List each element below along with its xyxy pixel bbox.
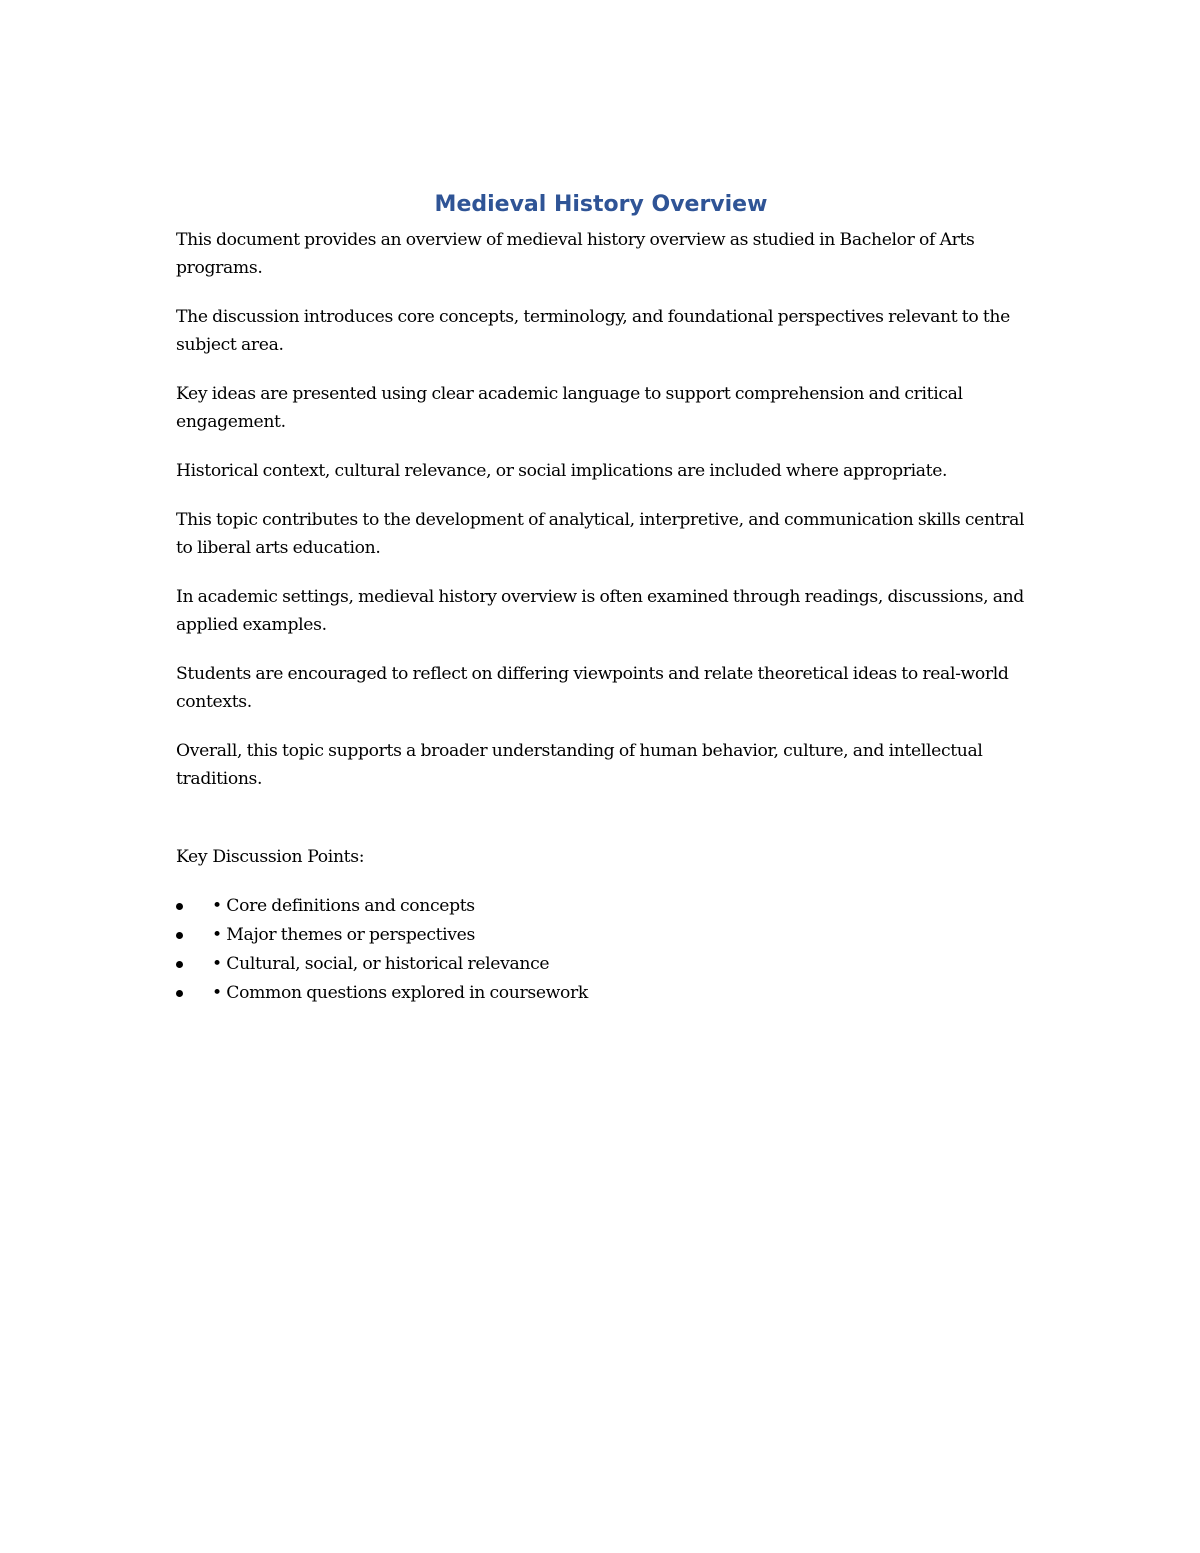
document-body bbox=[176, 190, 1026, 1008]
paragraph-concepts: The discussion introduces core concepts, terminology, and foundational perspectives relevant to the subject area. bbox=[176, 307, 1010, 355]
section-spacer bbox=[176, 814, 1026, 843]
list-item-text: • Core definitions and concepts bbox=[212, 896, 475, 916]
paragraph-viewpoints: Students are encouraged to reflect on differing viewpoints and relate theoretical ideas to real-world contexts. bbox=[176, 664, 1009, 712]
paragraph-skills: This topic contributes to the development of analytical, interpretive, and communication skills central to liberal arts education. bbox=[176, 510, 1025, 558]
list-heading: Key Discussion Points: bbox=[176, 847, 365, 867]
paragraph-academic-settings: In academic settings, medieval history overview is often examined through readings, discussions, and applied examples. bbox=[176, 587, 1024, 635]
document-title: Medieval History Overview bbox=[434, 192, 768, 217]
paragraph-intro: This document provides an overview of medieval history overview as studied in Bachelor of Arts programs. bbox=[176, 230, 975, 278]
bullet-icon bbox=[176, 990, 183, 997]
bullet-icon bbox=[176, 961, 183, 968]
list-item bbox=[176, 979, 1026, 1008]
bullet-icon bbox=[176, 903, 183, 910]
list-item-text: • Major themes or perspectives bbox=[212, 925, 475, 945]
list-item bbox=[176, 892, 1026, 921]
paragraph-context: Historical context, cultural relevance, or social implications are included where appropriate. bbox=[176, 461, 948, 481]
list-item bbox=[176, 950, 1026, 979]
list-item-text: • Common questions explored in coursework bbox=[212, 983, 588, 1003]
list-item-text: • Cultural, social, or historical relevance bbox=[212, 954, 550, 974]
paragraph-overall: Overall, this topic supports a broader understanding of human behavior, culture, and intellectual traditions. bbox=[176, 741, 983, 789]
paragraph-key-ideas: Key ideas are presented using clear academic language to support comprehension and critical engagement. bbox=[176, 384, 963, 432]
discussion-points-list bbox=[176, 892, 1026, 1008]
list-item bbox=[176, 921, 1026, 950]
bullet-icon bbox=[176, 932, 183, 939]
